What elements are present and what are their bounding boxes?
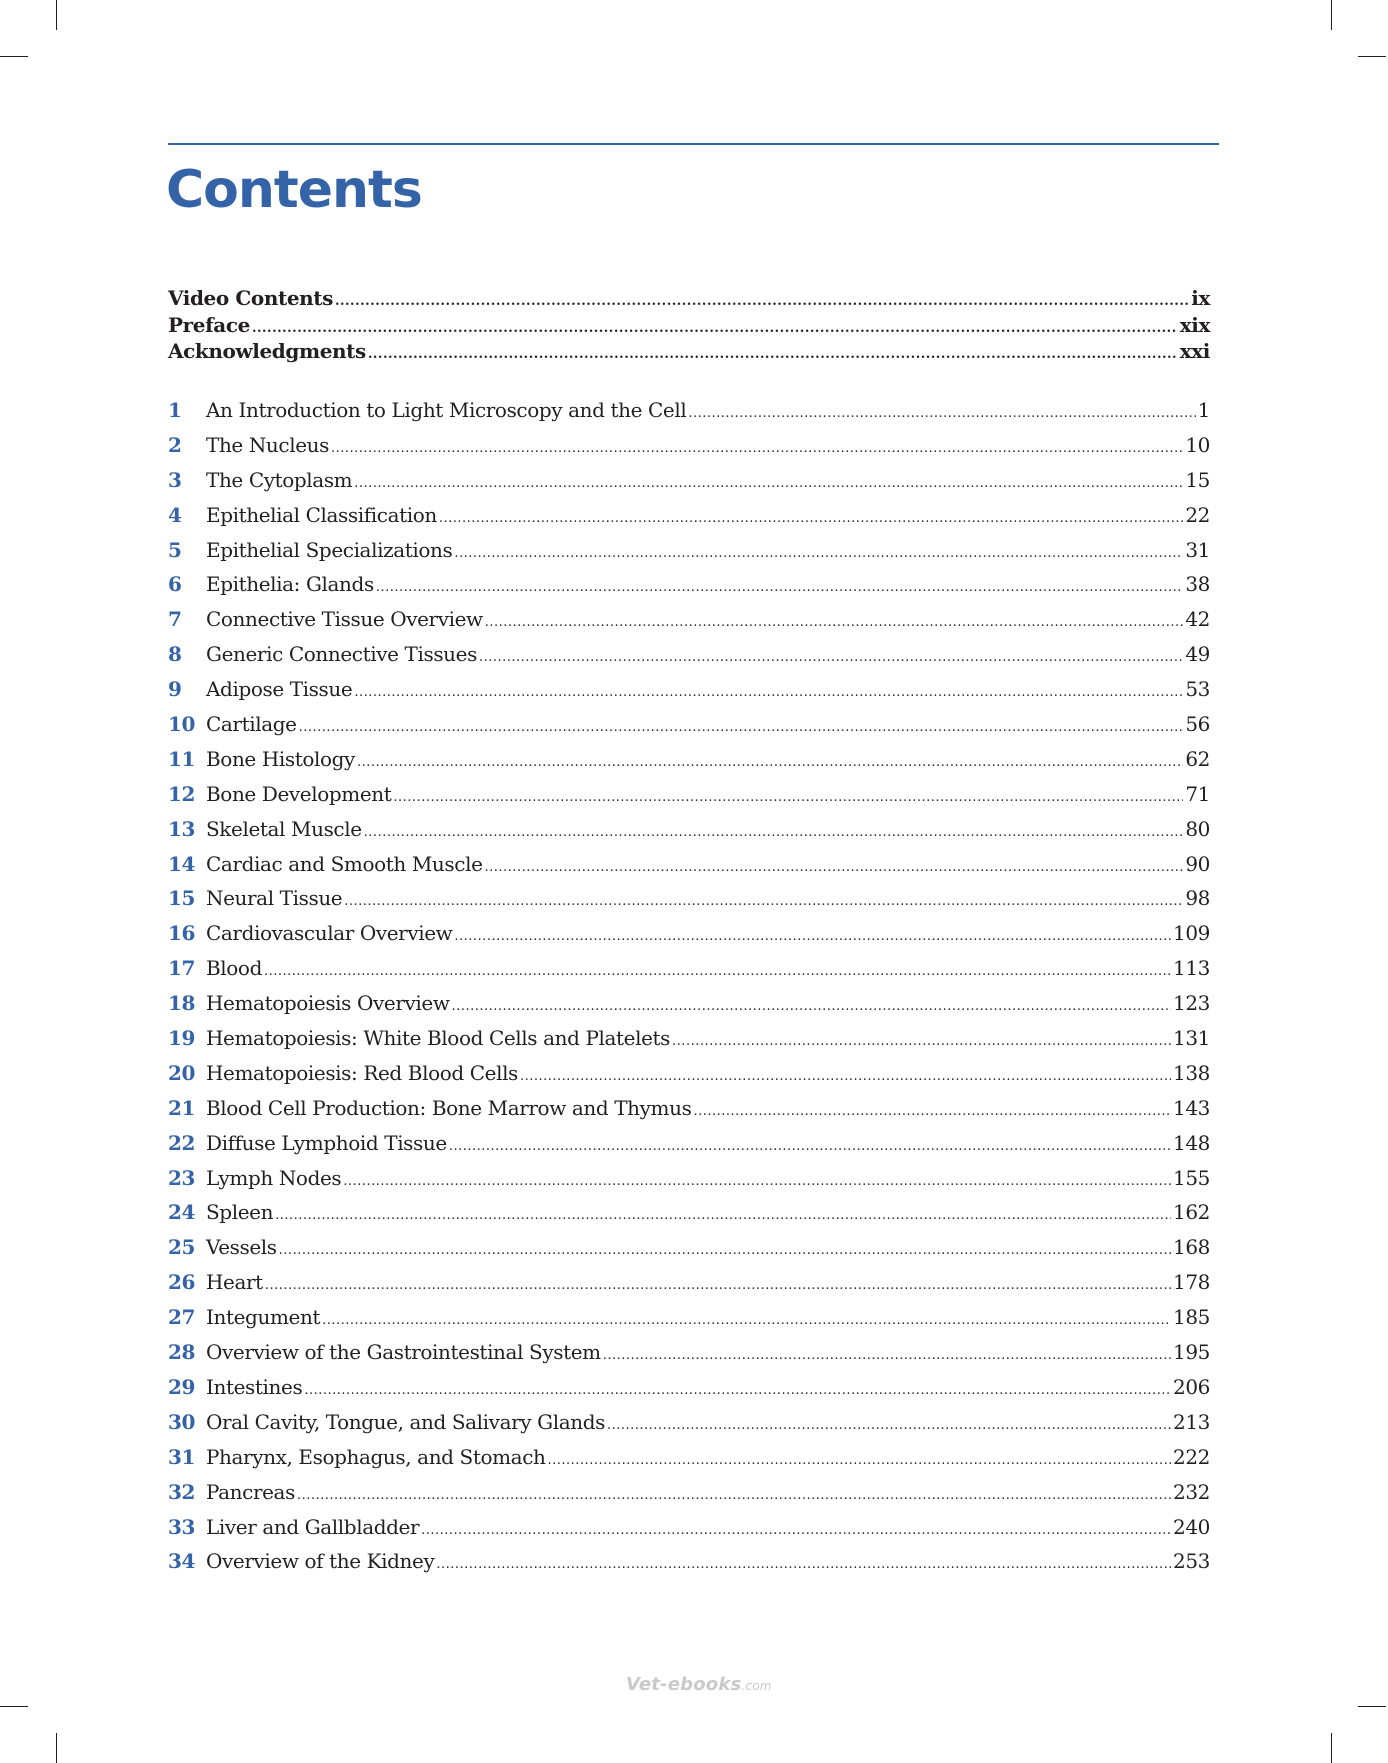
entry-title: Video Contents — [168, 286, 333, 310]
chapter-number: 29 — [168, 1374, 196, 1399]
chapter-title: Hematopoiesis: White Blood Cells and Platelets — [206, 1026, 671, 1051]
dot-leader — [393, 790, 1183, 805]
chapter-number: 13 — [168, 816, 196, 841]
page-number: 53 — [1185, 677, 1210, 702]
chapter-title: Hematopoiesis Overview — [206, 991, 450, 1016]
toc-chapter-entry[interactable] — [168, 1096, 1210, 1131]
toc-chapter-entry[interactable] — [168, 503, 1210, 538]
dot-leader — [452, 999, 1171, 1014]
page-number: 90 — [1185, 851, 1210, 876]
chapter-number: 5 — [168, 537, 182, 562]
toc-chapter-entry[interactable] — [168, 1270, 1210, 1305]
chapter-number: 34 — [168, 1549, 196, 1574]
chapter-title: Skeletal Muscle — [206, 816, 362, 841]
watermark-suffix: .com — [741, 1679, 772, 1693]
chapter-number: 24 — [168, 1200, 196, 1225]
toc-chapter-entry[interactable] — [168, 817, 1210, 852]
page-number: 56 — [1185, 712, 1210, 737]
chapter-number: 6 — [168, 572, 182, 597]
page-number: 138 — [1173, 1060, 1210, 1085]
chapter-number: 32 — [168, 1479, 196, 1504]
page-number: 195 — [1173, 1340, 1210, 1365]
chapter-number: 26 — [168, 1270, 196, 1295]
crop-mark — [56, 0, 57, 30]
chapter-number: 28 — [168, 1340, 196, 1365]
page-number: 168 — [1173, 1235, 1210, 1260]
page-number: 178 — [1173, 1270, 1210, 1295]
page-number: 31 — [1185, 537, 1210, 562]
page-number: 213 — [1173, 1409, 1210, 1434]
chapter-title: The Nucleus — [206, 432, 329, 457]
dot-leader — [376, 580, 1184, 595]
toc-chapter-entry[interactable] — [168, 852, 1210, 887]
toc-chapter-entry[interactable] — [168, 1200, 1210, 1235]
chapter-title: The Cytoplasm — [206, 467, 353, 492]
toc-chapter-entry[interactable] — [168, 398, 1210, 433]
page-number: 80 — [1185, 816, 1210, 841]
chapter-number: 11 — [168, 746, 196, 771]
dot-leader — [357, 755, 1183, 770]
chapter-number: 19 — [168, 1026, 196, 1051]
toc-chapter-entry[interactable] — [168, 1340, 1210, 1375]
toc-chapter-entry[interactable] — [168, 1480, 1210, 1515]
dot-leader — [343, 1174, 1171, 1189]
toc-front-matter-entry[interactable] — [168, 313, 1210, 340]
header-rule — [168, 143, 1219, 145]
page-number: 1 — [1197, 398, 1210, 422]
page-number: 38 — [1185, 572, 1210, 597]
chapter-number: 12 — [168, 781, 196, 806]
toc-chapter-entry[interactable] — [168, 1305, 1210, 1340]
dot-leader — [279, 1243, 1171, 1258]
chapter-number: 25 — [168, 1235, 196, 1260]
chapter-title: Neural Tissue — [206, 886, 343, 911]
dot-leader — [275, 1208, 1171, 1223]
page-number: 71 — [1185, 781, 1210, 806]
chapter-title: Hematopoiesis: Red Blood Cells — [206, 1060, 518, 1085]
chapter-title: Heart — [206, 1270, 263, 1295]
chapter-number: 4 — [168, 502, 182, 527]
entry-title: Preface — [168, 312, 250, 337]
chapter-number: 27 — [168, 1305, 196, 1330]
toc-chapter-entry[interactable] — [168, 921, 1210, 956]
chapter-title: Cardiovascular Overview — [206, 921, 453, 946]
page-number: 22 — [1185, 502, 1210, 527]
crop-mark — [1358, 1706, 1386, 1707]
chapter-title: Cardiac and Smooth Muscle — [206, 851, 483, 876]
crop-mark — [0, 1706, 28, 1707]
watermark-logo — [626, 1674, 772, 1695]
toc-chapter-entry[interactable] — [168, 991, 1210, 1026]
toc-chapter-entry[interactable] — [168, 607, 1210, 642]
crop-mark — [1331, 1733, 1332, 1763]
dot-leader — [299, 720, 1184, 735]
chapter-title: An Introduction to Light Microscopy and the Cell — [206, 398, 687, 422]
dot-leader — [304, 1383, 1171, 1398]
page-title: Contents — [166, 160, 422, 220]
toc-chapter-entry[interactable] — [168, 433, 1210, 468]
page-number: 232 — [1173, 1479, 1210, 1504]
toc-chapter-entry[interactable] — [168, 747, 1210, 782]
dot-leader — [368, 347, 1178, 362]
chapter-number: 18 — [168, 991, 196, 1016]
toc-chapter-entry[interactable] — [168, 782, 1210, 817]
toc-chapter-entry[interactable] — [168, 468, 1210, 503]
chapter-number: 7 — [168, 607, 182, 632]
chapter-number: 22 — [168, 1130, 196, 1155]
chapter-title: Connective Tissue Overview — [206, 607, 483, 632]
dot-leader — [672, 1034, 1171, 1049]
page-number: 206 — [1173, 1374, 1210, 1399]
chapter-number: 15 — [168, 886, 196, 911]
chapter-title: Intestines — [206, 1374, 303, 1399]
chapter-title: Generic Connective Tissues — [206, 642, 477, 667]
page-number: 143 — [1173, 1095, 1210, 1120]
chapter-title: Lymph Nodes — [206, 1165, 342, 1190]
dot-leader — [479, 650, 1183, 665]
chapter-title: Pancreas — [206, 1479, 295, 1504]
toc-chapter-entry[interactable] — [168, 1549, 1210, 1584]
chapter-number: 33 — [168, 1514, 196, 1539]
chapter-number: 21 — [168, 1095, 196, 1120]
chapter-title: Spleen — [206, 1200, 274, 1225]
dot-leader — [335, 294, 1189, 309]
page-number: 131 — [1173, 1026, 1210, 1051]
front-matter-list — [168, 286, 1210, 366]
chapter-title: Bone Development — [206, 781, 392, 806]
chapter-title: Blood Cell Production: Bone Marrow and Thymus — [206, 1095, 692, 1120]
toc-front-matter-entry[interactable] — [168, 339, 1210, 366]
page-number: 240 — [1173, 1514, 1210, 1539]
toc-chapter-entry[interactable] — [168, 1515, 1210, 1550]
chapter-list — [168, 398, 1210, 1584]
dot-leader — [354, 476, 1183, 491]
page-number: 148 — [1173, 1130, 1210, 1155]
chapter-title: Epithelia: Glands — [206, 572, 374, 597]
page-number: 109 — [1173, 921, 1210, 946]
toc-chapter-entry[interactable] — [168, 642, 1210, 677]
chapter-title: Integument — [206, 1305, 321, 1330]
toc-chapter-entry[interactable] — [168, 1131, 1210, 1166]
dot-leader — [607, 1418, 1171, 1433]
dot-leader — [520, 1069, 1171, 1084]
dot-leader — [693, 1104, 1171, 1119]
crop-mark — [0, 56, 28, 57]
chapter-title: Epithelial Specializations — [206, 537, 453, 562]
toc-chapter-entry[interactable] — [168, 956, 1210, 991]
dot-leader — [344, 894, 1183, 909]
toc-chapter-entry[interactable] — [168, 886, 1210, 921]
toc-chapter-entry[interactable] — [168, 1235, 1210, 1270]
toc-chapter-entry[interactable] — [168, 1166, 1210, 1201]
dot-leader — [436, 1557, 1171, 1572]
crop-mark — [1358, 56, 1386, 57]
dot-leader — [485, 860, 1184, 875]
chapter-title: Blood — [206, 956, 262, 981]
chapter-number: 23 — [168, 1165, 196, 1190]
page-number: xxi — [1179, 339, 1210, 363]
page-number: 253 — [1173, 1549, 1210, 1574]
page-number: 10 — [1185, 432, 1210, 457]
dot-leader — [688, 406, 1195, 421]
page-number: 222 — [1173, 1444, 1210, 1469]
page-number: 162 — [1173, 1200, 1210, 1225]
page-number: 98 — [1185, 886, 1210, 911]
page-number: 62 — [1185, 746, 1210, 771]
dot-leader — [331, 441, 1183, 456]
dot-leader — [449, 1139, 1171, 1154]
chapter-title: Diffuse Lymphoid Tissue — [206, 1130, 447, 1155]
watermark-name: Vet-ebooks — [626, 1674, 742, 1695]
page-number: 42 — [1185, 607, 1210, 632]
dot-leader — [454, 929, 1171, 944]
chapter-number: 31 — [168, 1444, 196, 1469]
chapter-number: 3 — [168, 467, 182, 492]
chapter-title: Oral Cavity, Tongue, and Salivary Glands — [206, 1409, 605, 1434]
dot-leader — [322, 1313, 1171, 1328]
dot-leader — [439, 511, 1183, 526]
chapter-number: 9 — [168, 677, 182, 702]
page-number: 15 — [1185, 467, 1210, 492]
page-number: ix — [1191, 286, 1210, 310]
dot-leader — [264, 964, 1171, 979]
dot-leader — [548, 1453, 1172, 1468]
page-number: 155 — [1173, 1165, 1210, 1190]
page-number: xix — [1179, 312, 1210, 337]
page-number: 185 — [1173, 1305, 1210, 1330]
toc-chapter-entry[interactable] — [168, 677, 1210, 712]
toc-chapter-entry[interactable] — [168, 572, 1210, 607]
dot-leader — [252, 321, 1178, 336]
chapter-title: Overview of the Kidney — [206, 1549, 435, 1574]
dot-leader — [603, 1348, 1171, 1363]
chapter-number: 2 — [168, 432, 182, 457]
toc-chapter-entry[interactable] — [168, 1026, 1210, 1061]
dot-leader — [354, 685, 1183, 700]
crop-mark — [56, 1733, 57, 1763]
chapter-number: 10 — [168, 712, 196, 737]
page-number: 49 — [1185, 642, 1210, 667]
chapter-number: 20 — [168, 1060, 196, 1085]
chapter-title: Adipose Tissue — [206, 677, 353, 702]
toc-chapter-entry[interactable] — [168, 1410, 1210, 1445]
page-number: 113 — [1173, 956, 1210, 981]
toc-chapter-entry[interactable] — [168, 712, 1210, 747]
chapter-title: Epithelial Classification — [206, 502, 437, 527]
chapter-number: 17 — [168, 956, 196, 981]
dot-leader — [485, 615, 1184, 630]
toc-chapter-entry[interactable] — [168, 1445, 1210, 1480]
dot-leader — [421, 1523, 1171, 1538]
dot-leader — [454, 546, 1183, 561]
chapter-number: 30 — [168, 1409, 196, 1434]
toc-front-matter-entry[interactable] — [168, 286, 1210, 313]
chapter-title: Pharynx, Esophagus, and Stomach — [206, 1444, 546, 1469]
dot-leader — [297, 1488, 1171, 1503]
page-number: 123 — [1173, 991, 1210, 1016]
dot-leader — [364, 825, 1184, 840]
chapter-title: Overview of the Gastrointestinal System — [206, 1340, 601, 1365]
toc-chapter-entry[interactable] — [168, 1375, 1210, 1410]
dot-leader — [265, 1278, 1171, 1293]
chapter-number: 8 — [168, 642, 182, 667]
entry-title: Acknowledgments — [168, 339, 366, 363]
chapter-title: Liver and Gallbladder — [206, 1514, 420, 1539]
crop-mark — [1331, 0, 1332, 30]
chapter-title: Bone Histology — [206, 746, 355, 771]
toc-chapter-entry[interactable] — [168, 538, 1210, 573]
chapter-title: Vessels — [206, 1235, 277, 1260]
chapter-title: Cartilage — [206, 712, 297, 737]
chapter-number: 16 — [168, 921, 196, 946]
toc-chapter-entry[interactable] — [168, 1061, 1210, 1096]
chapter-number: 1 — [168, 398, 182, 422]
chapter-number: 14 — [168, 851, 196, 876]
